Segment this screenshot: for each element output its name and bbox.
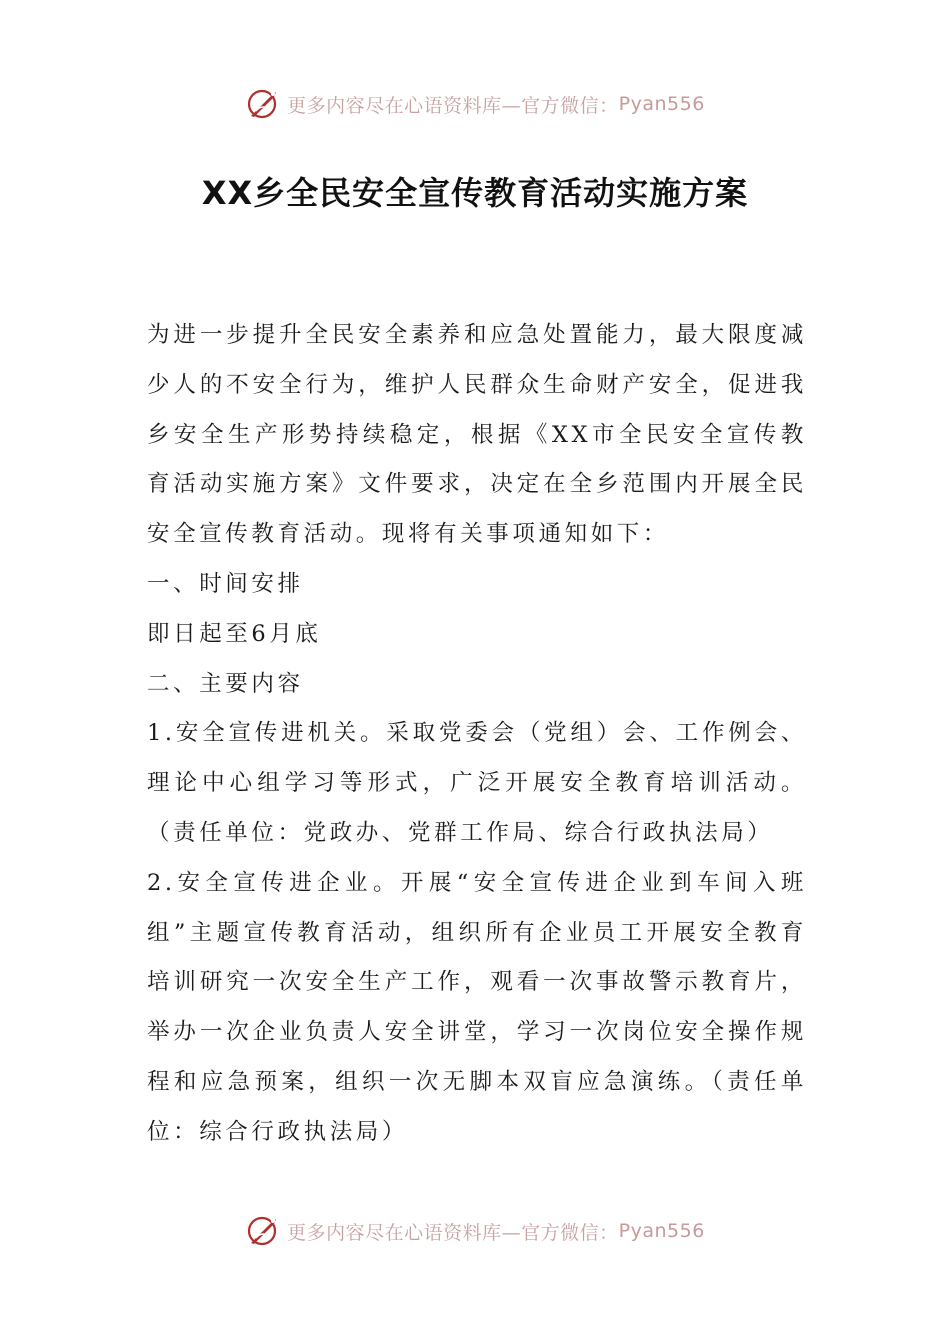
section-heading-schedule: 一、时间安排 xyxy=(147,570,304,597)
document-title: XX乡全民安全宣传教育活动实施方案 xyxy=(201,174,749,212)
content-item-2: 2.安全宣传进企业。开展“安全宣传进企业到车间入班组”主题宣传教育活动，组织所有企业员工开展安全教育培训研究一次安全生产工作，观看一次事故警示教育片，举办一次企业负责人安全讲堂，学习一次岗位安全操作规程和应急预案，组织一次无脚本双盲应急演练。（责任单位：综合行政执法局） xyxy=(147,869,807,1145)
pen-logo-icon xyxy=(245,86,281,122)
header-watermark xyxy=(0,84,950,124)
content-item-1: 1.安全宣传进机关。采取党委会（党组）会、工作例会、理论中心组学习等形式，广泛开展安全教育培训活动。（责任单位：党政办、党群工作局、综合行政执法局） xyxy=(147,720,807,846)
watermark-text: 更多内容尽在心语资料库—官方微信： xyxy=(287,1221,619,1244)
document-body xyxy=(147,311,807,1158)
watermark-wechat-id: Pyan556 xyxy=(618,93,705,115)
watermark-text: 更多内容尽在心语资料库—官方微信： xyxy=(287,94,619,117)
footer-watermark xyxy=(0,1211,950,1251)
watermark-wechat-id: Pyan556 xyxy=(618,1220,705,1242)
section-heading-content: 二、主要内容 xyxy=(147,670,304,697)
pen-logo-icon xyxy=(245,1213,281,1249)
schedule-text: 即日起至6月底 xyxy=(147,620,322,647)
intro-paragraph: 为进一步提升全民安全素养和应急处置能力，最大限度减少人的不安全行为，维护人民群众生命财产安全，促进我乡安全生产形势持续稳定，根据《XX市全民安全宣传教育活动实施方案》文件要求，决定在全乡范围内开展全民安全宣传教育活动。现将有关事项通知如下： xyxy=(147,322,807,548)
